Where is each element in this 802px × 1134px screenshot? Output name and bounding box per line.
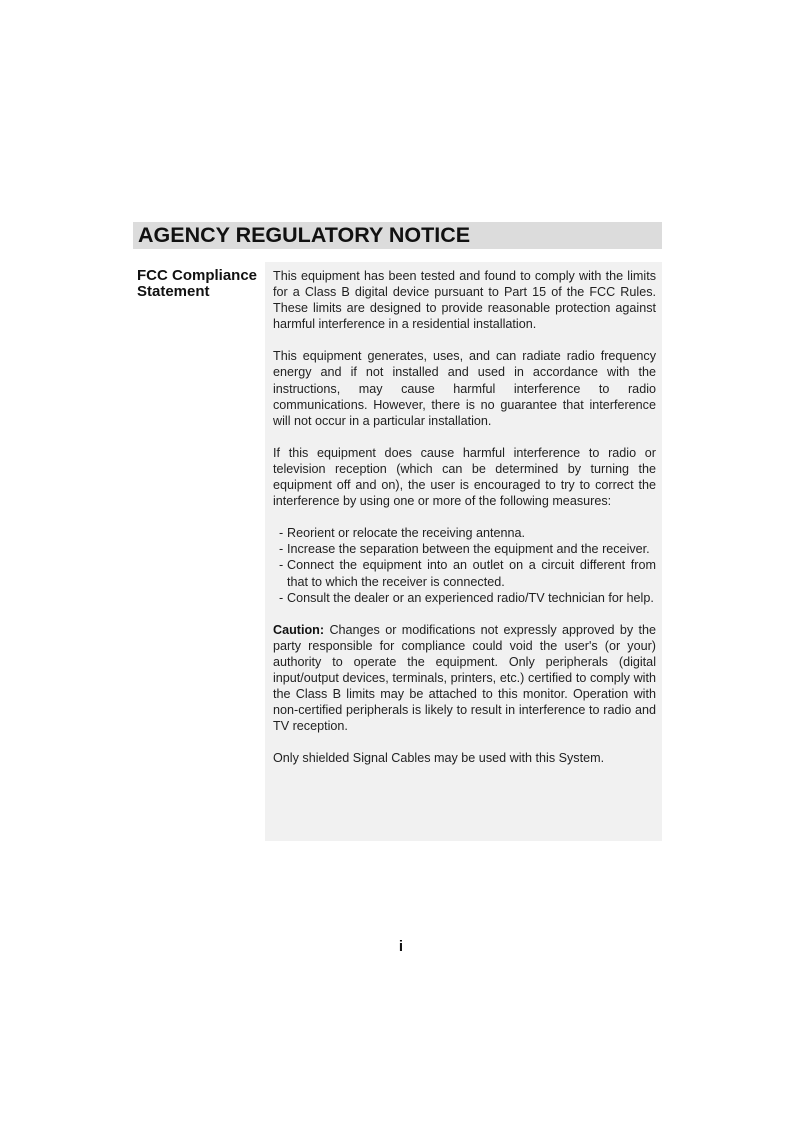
list-item: - Increase the separation between the equipment and the receiver. [279, 542, 650, 557]
title-bar [133, 222, 662, 249]
page-number: i [398, 938, 404, 955]
list-item: - Reorient or relocate the receiving antenna. [279, 526, 526, 541]
dash-bullet: - [279, 526, 284, 541]
paragraph-interference: This equipment generates, uses, and can radiate radio frequency energy and if not installed and used in accordance with the instructions, may cause harmful interference to radio communications. However, there is no guarantee that interference will not occur in a particular installation. [273, 349, 656, 428]
paragraph-caution [273, 622, 656, 735]
paragraph-correction: If this equipment does cause harmful interference to radio or television reception (which can be determined by turning the equipment off and on), the user is encouraged to try to correct the interference by using one or more of the following measures: [273, 445, 656, 509]
page-title: AGENCY REGULATORY NOTICE [138, 223, 471, 247]
content-box [265, 262, 662, 841]
section-label-line1: FCC Compliance [137, 267, 258, 284]
dash-bullet: - [279, 558, 284, 573]
list-item: - Consult the dealer or an experienced radio/TV technician for help. [279, 590, 654, 605]
section-label [137, 268, 262, 300]
caution-label: Caution: [273, 622, 325, 637]
measures-list [273, 525, 656, 605]
paragraph-closing: Only shielded Signal Cables may be used with this System. [273, 751, 605, 766]
section-label-line2: Statement [137, 283, 210, 300]
paragraph-compliance: This equipment has been tested and found to comply with the limits for a Class B digital device pursuant to Part 15 of the FCC Rules. These limits are designed to provide reasonable protection against harmful interference in a residential installation. [273, 269, 656, 332]
list-item: - Connect the equipment into an outlet on a circuit different from that to which the receiver is connected. [279, 558, 656, 589]
caution-text: Changes or modifications not expressly approved by the party responsible for compliance could void the user's (or your) authority to operate the equipment. Only peripherals (digital input/output devices, terminals, printers, etc.) certified to comply with the Class B limits may be attached to this monitor. Operation with non-certified peripherals is likely to result in interference to radio and TV reception. [273, 622, 657, 734]
dash-bullet: - [279, 542, 284, 557]
dash-bullet: - [279, 590, 284, 605]
